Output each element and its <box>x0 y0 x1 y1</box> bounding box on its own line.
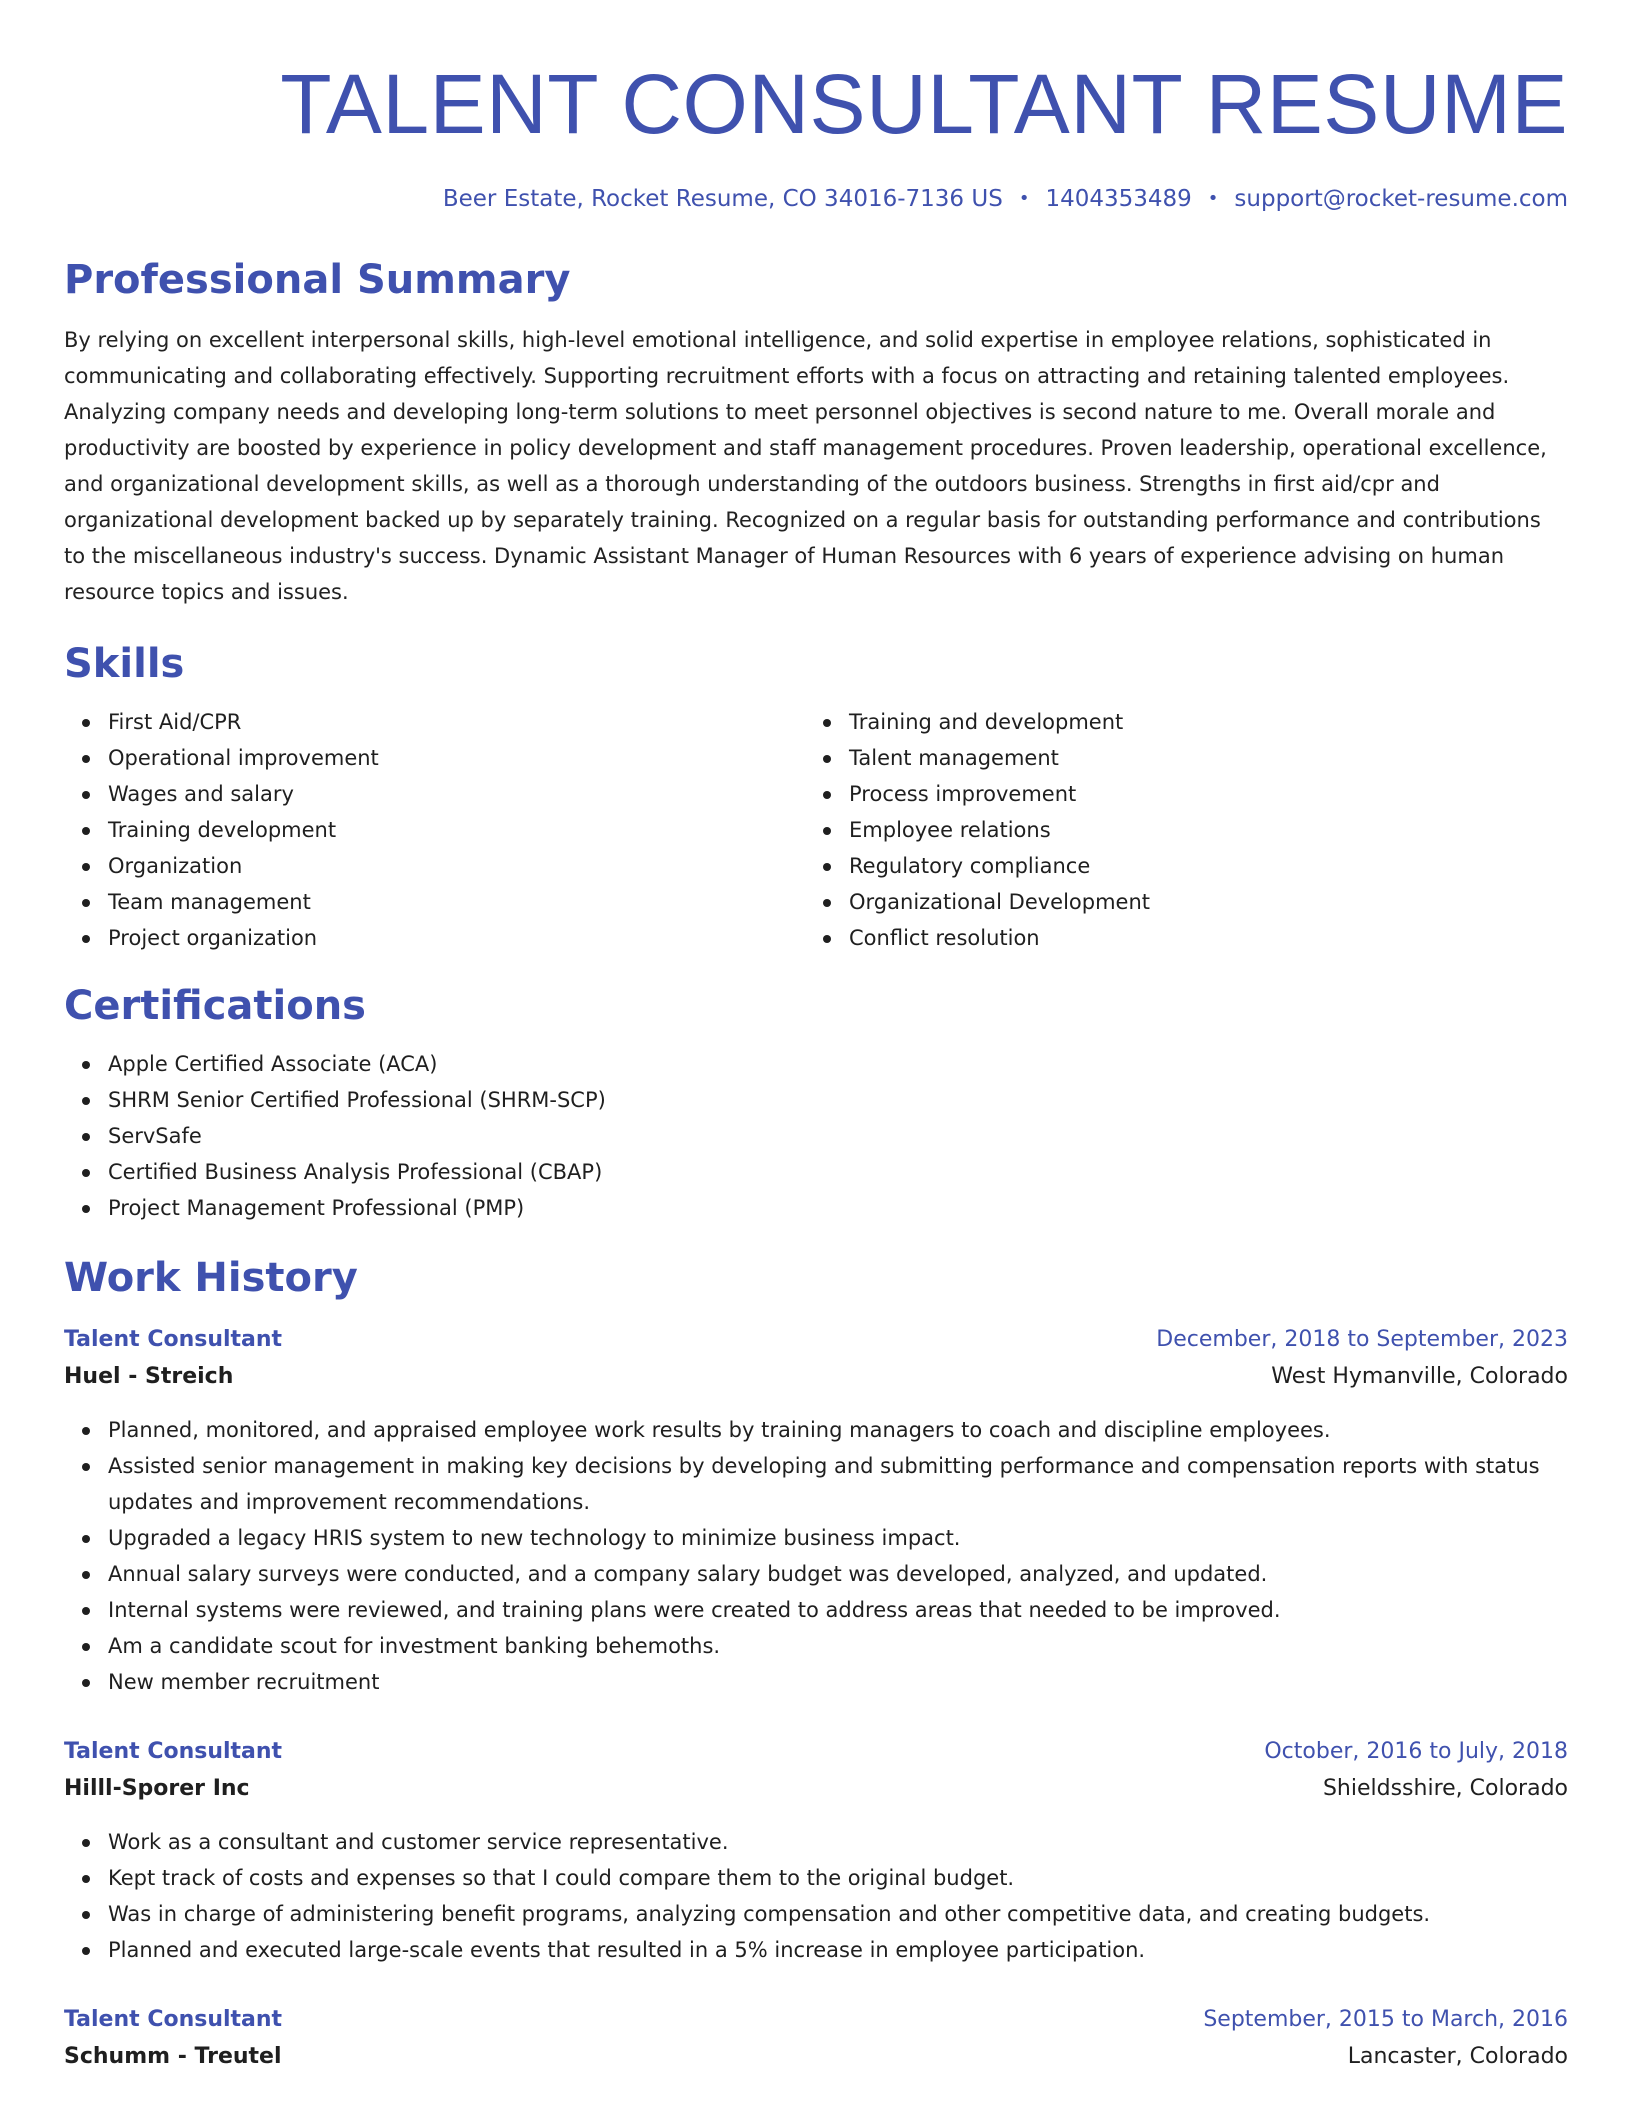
skill-item: First Aid/CPR <box>108 704 805 740</box>
duty-item: Kept track of costs and expenses so that I could compare them to the original budget. <box>108 1860 1568 1896</box>
skill-item: Team management <box>108 884 805 920</box>
certification-item: SHRM Senior Certified Professional (SHRM-SCP) <box>108 1082 1568 1118</box>
section-title-work-history: Work History <box>64 1255 358 1301</box>
contact-address: Beer Estate, Rocket Resume, CO 34016-7136 US <box>442 186 1003 212</box>
job-entry <box>64 2002 1568 2076</box>
summary-text: By relying on excellent interpersonal skills, high-level emotional intelligence, and solid expertise in employee relations, sophisticated in communicating and collaborating effectively. Supporting recruitment efforts with a focus on attracting and retaining talented employees. Analyzing company needs and developing long-term solutions to meet personnel objectives is second nature to me. Overall morale and productivity are boosted by experience in policy development and staff management procedures. Proven leadership, operational excellence, and organizational development skills, as well as a thorough understanding of the outdoors business. Strengths in first aid/cpr and organizational development backed up by separately training. Recognized on a regular basis for outstanding performance and contributions to the miscellaneous industry's success. Dynamic Assistant Manager of Human Resources with 6 years of experience advising on human resource topics and issues. <box>64 328 1547 604</box>
resume-page <box>64 0 1568 2076</box>
job-company-row <box>64 1358 1568 1396</box>
duty-item: New member recruitment <box>108 1664 1568 1700</box>
job-company-row <box>64 2038 1568 2076</box>
skill-item: Process improvement <box>849 776 1568 812</box>
skill-item: Training development <box>108 812 805 848</box>
skills-column-left <box>64 704 805 956</box>
job-duties <box>64 1412 1568 1700</box>
duty-item: Am a candidate scout for investment banking behemoths. <box>108 1628 1568 1664</box>
job-company: Huel - Streich <box>64 1364 234 1389</box>
job-dates: December, 2018 to September, 2023 <box>1156 1327 1568 1352</box>
certification-item: Apple Certified Associate (ACA) <box>108 1046 1568 1082</box>
duty-item: Planned, monitored, and appraised employee work results by training managers to coach and discipline employees. <box>108 1412 1568 1448</box>
skill-item: Wages and salary <box>108 776 805 812</box>
certification-item: Certified Business Analysis Professional (CBAP) <box>108 1154 1568 1190</box>
job-entry <box>64 1322 1568 1700</box>
job-dates: September, 2015 to March, 2016 <box>1203 2007 1568 2032</box>
section-title-summary: Professional Summary <box>64 257 571 303</box>
job-location: Lancaster, Colorado <box>1347 2044 1568 2069</box>
job-company: Schumm - Treutel <box>64 2044 282 2069</box>
job-title: Talent Consultant <box>64 2007 283 2032</box>
job-location: Shieldsshire, Colorado <box>1322 1776 1568 1801</box>
job-entry <box>64 1734 1568 1968</box>
resume-title: TALENT CONSULTANT RESUME <box>280 57 1568 151</box>
skill-item: Regulatory compliance <box>849 848 1568 884</box>
skills-column-right <box>805 704 1568 956</box>
contact-phone: 1404353489 <box>1045 186 1192 212</box>
contact-line <box>64 184 1568 214</box>
duty-item: Internal systems were reviewed, and training plans were created to address areas that needed to be improved. <box>108 1592 1568 1628</box>
section-title-skills: Skills <box>64 641 185 687</box>
duty-item: Assisted senior management in making key decisions by developing and submitting performance and compensation reports with status updates and improvement recommendations. <box>108 1448 1568 1520</box>
contact-email[interactable]: support@rocket-resume.com <box>1234 186 1568 212</box>
duty-item: Upgraded a legacy HRIS system to new technology to minimize business impact. <box>108 1520 1568 1556</box>
job-company-row <box>64 1770 1568 1808</box>
skill-item: Project organization <box>108 920 805 956</box>
skill-item: Organizational Development <box>849 884 1568 920</box>
certification-item: ServSafe <box>108 1118 1568 1154</box>
job-header-row <box>64 1734 1568 1770</box>
certification-item: Project Management Professional (PMP) <box>108 1190 1568 1226</box>
skill-item: Operational improvement <box>108 740 805 776</box>
duty-item: Was in charge of administering benefit programs, analyzing compensation and other competitive data, and creating budgets. <box>108 1896 1568 1932</box>
duty-item: Annual salary surveys were conducted, and a company salary budget was developed, analyzed, and updated. <box>108 1556 1568 1592</box>
job-company: Hilll-Sporer Inc <box>64 1776 250 1801</box>
section-title-certifications: Certifications <box>64 983 366 1029</box>
skills-list <box>64 704 1568 956</box>
skill-item: Talent management <box>849 740 1568 776</box>
skill-item: Conflict resolution <box>849 920 1568 956</box>
certifications-list <box>64 1046 1568 1226</box>
job-location: West Hymanville, Colorado <box>1271 1364 1568 1389</box>
separator-dot: • <box>1018 188 1030 209</box>
job-title: Talent Consultant <box>64 1739 283 1764</box>
job-duties <box>64 1824 1568 1968</box>
skill-item: Employee relations <box>849 812 1568 848</box>
job-title: Talent Consultant <box>64 1327 283 1352</box>
job-dates: October, 2016 to July, 2018 <box>1264 1739 1568 1764</box>
duty-item: Planned and executed large-scale events that resulted in a 5% increase in employee participation. <box>108 1932 1568 1968</box>
duty-item: Work as a consultant and customer service representative. <box>108 1824 1568 1860</box>
separator-dot: • <box>1207 188 1219 209</box>
skill-item: Training and development <box>849 704 1568 740</box>
skill-item: Organization <box>108 848 805 884</box>
job-header-row <box>64 2002 1568 2038</box>
job-header-row <box>64 1322 1568 1358</box>
